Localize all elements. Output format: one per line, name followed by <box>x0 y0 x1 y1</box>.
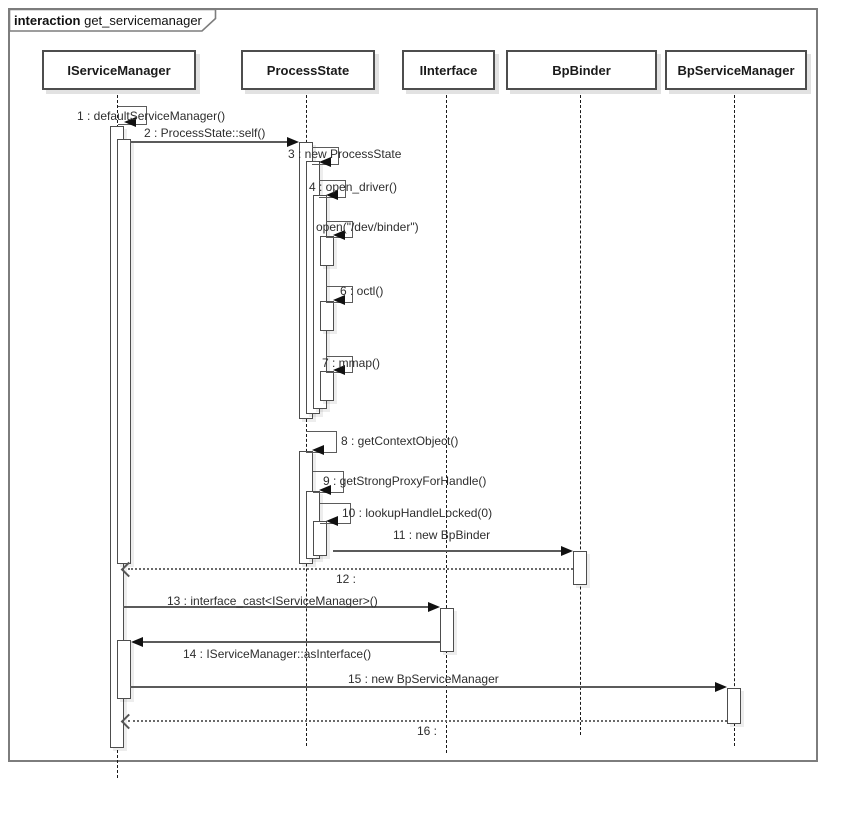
activation-processstate-lookuphandle <box>313 521 327 556</box>
message-14-line <box>142 641 440 643</box>
lifeline-head-label: BpServiceManager <box>677 62 795 78</box>
message-10-arrowhead <box>326 516 338 526</box>
message-15-arrowhead <box>715 682 727 692</box>
message-1-label: 1 : defaultServiceManager() <box>77 109 226 123</box>
message-13-label: 13 : interface_cast<IServiceManager>() <box>167 594 378 608</box>
lifeline-bpservicemanager <box>734 90 735 746</box>
lifeline-head-label: IServiceManager <box>67 62 171 78</box>
lifeline-head-iinterface <box>402 50 495 90</box>
message-5-label: open("/dev/binder") <box>316 220 419 234</box>
message-11-arrowhead <box>561 546 573 556</box>
activation-bpbinder <box>573 551 587 585</box>
message-7-label: 7 : mmap() <box>322 356 381 370</box>
lifeline-head-bpservicemanager <box>665 50 807 90</box>
message-11-line <box>333 550 563 552</box>
frame-keyword: interaction <box>14 13 81 28</box>
message-14-arrowhead <box>131 637 143 647</box>
activation-processstate-octl <box>320 301 334 331</box>
message-10-label: 10 : lookupHandleLocked(0) <box>342 506 493 520</box>
frame-name: get_servicemanager <box>84 13 202 28</box>
message-2-arrowhead <box>287 137 299 147</box>
message-2-line <box>130 141 290 143</box>
lifeline-head-label: IInterface <box>419 62 478 78</box>
message-16-label: 16 : <box>417 724 438 738</box>
activation-iservicemanager-asinterface <box>117 640 131 699</box>
activation-processstate-open <box>320 236 334 266</box>
message-3-label: 3 : new ProcessState <box>288 147 402 161</box>
activation-iinterface <box>440 608 454 652</box>
lifeline-head-processstate <box>241 50 375 90</box>
message-9-label: 9 : getStrongProxyForHandle() <box>323 474 487 488</box>
message-15-line <box>130 686 717 688</box>
message-12-label: 12 : <box>336 572 357 586</box>
lifeline-iinterface <box>446 90 447 753</box>
lifeline-head-iservicemanager <box>42 50 196 90</box>
message-4-label: 4 : open_driver() <box>309 180 398 194</box>
message-8-arrowhead <box>312 445 324 455</box>
message-12-line <box>128 568 573 570</box>
message-13-arrowhead <box>428 602 440 612</box>
frame-title <box>14 13 202 28</box>
lifeline-head-label: ProcessState <box>266 62 350 78</box>
message-11-label: 11 : new BpBinder <box>393 528 491 542</box>
message-8-label: 8 : getContextObject() <box>341 434 459 448</box>
lifeline-bpbinder <box>580 90 581 735</box>
message-14-label: 14 : IServiceManager::asInterface() <box>183 647 372 661</box>
activation-bpservicemanager <box>727 688 741 724</box>
message-16-line <box>128 720 727 722</box>
message-15-label: 15 : new BpServiceManager <box>348 672 499 686</box>
lifeline-head-label: BpBinder <box>552 62 611 78</box>
activation-iservicemanager-nested-top <box>117 139 131 564</box>
message-2-label: 2 : ProcessState::self() <box>144 126 266 140</box>
message-6-label: 6 : octl() <box>340 284 384 298</box>
lifeline-head-bpbinder <box>506 50 657 90</box>
activation-processstate-mmap <box>320 371 334 401</box>
